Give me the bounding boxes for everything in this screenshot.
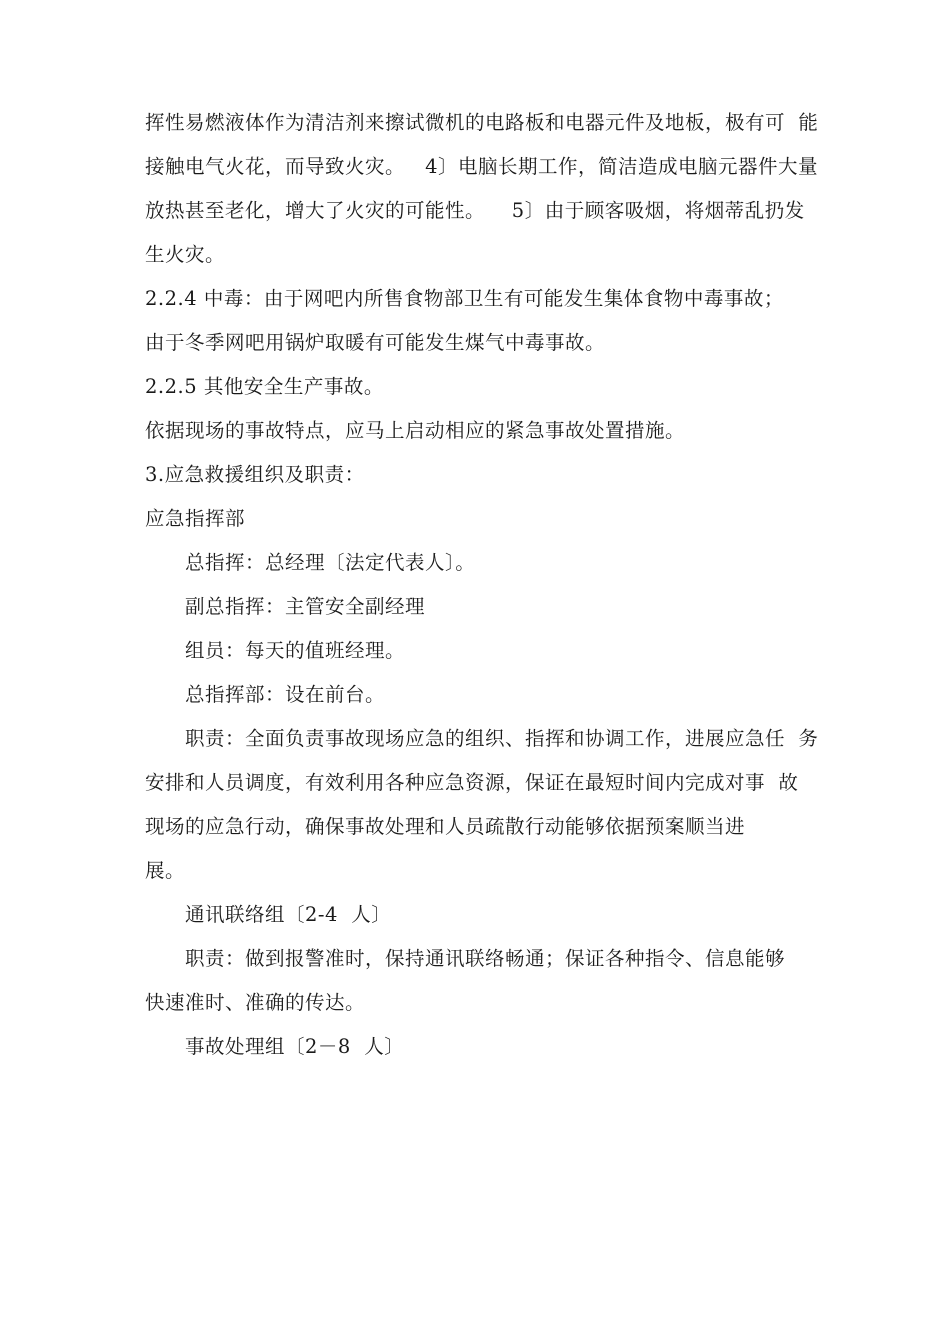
members-line: 组员：每天的值班经理。	[185, 639, 406, 662]
body-line-2: 接触电气火花，而导致火灾。 4〕电脑长期工作，简洁造成电脑元器件大量	[145, 155, 819, 178]
commander-line: 总指挥：总经理〔法定代表人〕。	[185, 551, 476, 574]
body-line-3: 放热甚至老化，增大了火灾的可能性。 5〕由于顾客吸烟，将烟蒂乱扔发	[145, 199, 805, 222]
section-heading-2-2-4: 2.2.4 中毒：由于网吧内所售食物部卫生有可能发生集体食物中毒事故；	[145, 287, 784, 310]
body-line-6: 由于冬季网吧用锅炉取暖有可能发生煤气中毒事故。	[145, 331, 606, 354]
duties-line-4: 展。	[145, 859, 186, 882]
body-line-4: 生火灾。	[145, 243, 226, 266]
duties-line-3: 现场的应急行动，确保事故处理和人员疏散行动能够依据预案顺当进	[145, 815, 746, 838]
comm-duties-line-1: 职责：做到报警准时，保持通讯联络畅通；保证各种指令、信息能够	[185, 947, 786, 970]
duties-line-2: 安排和人员调度，有效利用各种应急资源，保证在最短时间内完成对事 故	[145, 771, 799, 794]
section-heading-2-2-5: 2.2.5 其他安全生产事故。	[145, 375, 384, 398]
headquarters-line: 总指挥部：设在前台。	[185, 683, 386, 706]
comm-group-heading: 通讯联络组〔2-4 人〕	[185, 903, 392, 926]
body-line-1: 挥性易燃液体作为清洁剂来擦试微机的电路板和电器元件及地板，极有可 能	[145, 111, 819, 134]
accident-group-heading: 事故处理组〔2－8 人〕	[185, 1035, 405, 1058]
deputy-commander-line: 副总指挥：主管安全副经理	[185, 595, 426, 618]
subheading-command-center: 应急指挥部	[145, 507, 246, 530]
body-line-8: 依据现场的事故特点，应马上启动相应的紧急事故处置措施。	[145, 419, 686, 442]
comm-duties-line-2: 快速准时、准确的传达。	[145, 991, 366, 1014]
section-heading-3: 3.应急救援组织及职责：	[145, 463, 365, 486]
duties-line-1: 职责：全面负责事故现场应急的组织、指挥和协调工作，进展应急任 务	[185, 727, 819, 750]
